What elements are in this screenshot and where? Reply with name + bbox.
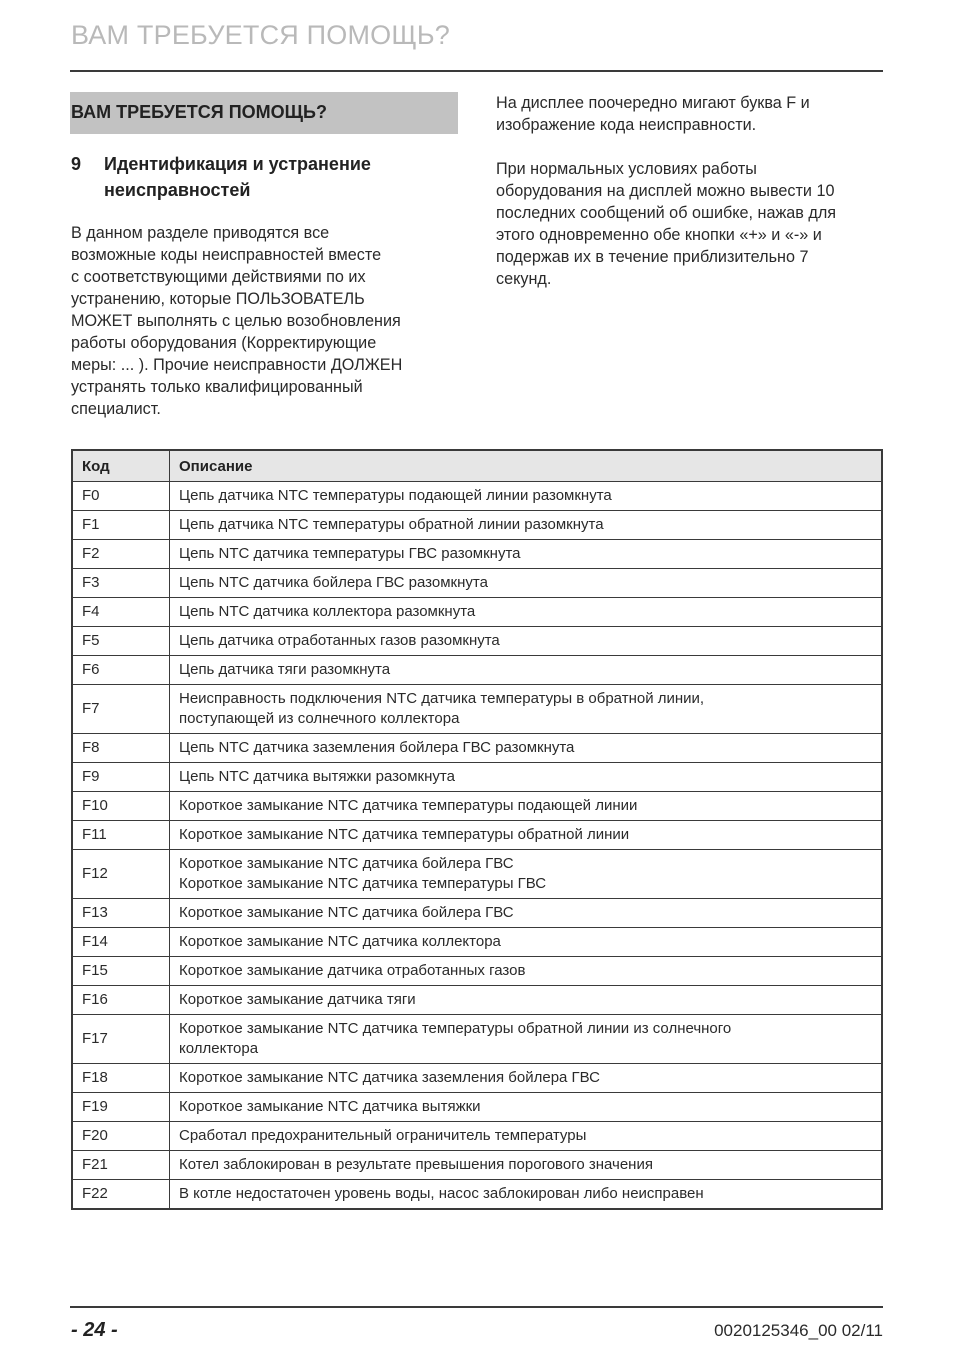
table-row: [72, 763, 882, 792]
error-history-paragraph: [496, 158, 888, 290]
fault-code-cell: F12: [72, 850, 170, 899]
fault-description-cell: [170, 899, 883, 928]
table-row: [72, 899, 882, 928]
table-row: [72, 1064, 882, 1093]
fault-code-cell: F2: [72, 540, 170, 569]
fault-code-cell: F8: [72, 734, 170, 763]
paragraph-line: оборудования на дисплей можно вывести 10: [496, 182, 835, 200]
table-row: [72, 928, 882, 957]
fault-description-cell: [170, 821, 883, 850]
display-info-paragraph: [496, 92, 888, 136]
table-row: [72, 511, 882, 540]
fault-description-cell: [170, 763, 883, 792]
intro-line: меры: ... ). Прочие неисправности ДОЛЖЕН: [71, 356, 403, 374]
fault-code-cell: F21: [72, 1151, 170, 1180]
intro-line: МОЖЕТ выполнять с целью возобновления: [71, 312, 401, 330]
table-row: [72, 540, 882, 569]
column-header-code: Код: [72, 450, 170, 482]
description-line: Неисправность подключения NTC датчика температуры в обратной линии,: [179, 690, 705, 707]
paragraph-line: На дисплее поочередно мигают буква F и: [496, 94, 810, 112]
description-line: коллектора: [179, 1040, 259, 1057]
fault-description-cell: [170, 986, 883, 1015]
right-column: [496, 92, 888, 312]
intro-line: устранять только квалифицированный: [71, 378, 363, 396]
table-row: [72, 850, 882, 899]
table-row: [72, 685, 882, 734]
description-line: Короткое замыкание NTC датчика бойлера ГВС: [179, 855, 514, 872]
section-heading: [71, 151, 441, 203]
fault-description-cell: [170, 850, 883, 899]
description-line: поступающей из солнечного коллектора: [179, 710, 460, 727]
fault-description-cell: [170, 792, 883, 821]
fault-description-cell: [170, 482, 883, 511]
fault-code-cell: F17: [72, 1015, 170, 1064]
table-header-row: [72, 450, 882, 482]
fault-description-cell: [170, 1093, 883, 1122]
description-line: Короткое замыкание NTC датчика бойлера ГВС: [179, 904, 514, 921]
table-row: [72, 1122, 882, 1151]
paragraph-line: секунд.: [496, 270, 552, 288]
description-line: Цепь NTC датчика коллектора разомкнута: [179, 603, 476, 620]
fault-code-cell: F6: [72, 656, 170, 685]
fault-description-cell: [170, 540, 883, 569]
table-row: [72, 569, 882, 598]
description-line: Короткое замыкание NTC датчика температуры обратной линии: [179, 826, 630, 843]
intro-line: В данном разделе приводятся все: [71, 224, 330, 242]
table-body: [72, 482, 882, 1210]
table-row: [72, 821, 882, 850]
description-line: Короткое замыкание NTC датчика температуры обратной линии из солнечного: [179, 1020, 732, 1037]
table-row: [72, 1093, 882, 1122]
fault-code-cell: F0: [72, 482, 170, 511]
intro-line: работы оборудования (Корректирующие: [71, 334, 377, 352]
document-number: 0020125346_00 02/11: [714, 1321, 883, 1340]
table-row: [72, 792, 882, 821]
fault-code-cell: F9: [72, 763, 170, 792]
description-line: Короткое замыкание датчика тяги: [179, 991, 416, 1008]
description-line: Короткое замыкание датчика отработанных газов: [179, 962, 526, 979]
section-title: Идентификация и устранение неисправностей: [104, 154, 371, 200]
table-row: [72, 1151, 882, 1180]
table-row: [72, 482, 882, 511]
fault-code-cell: F4: [72, 598, 170, 627]
fault-code-cell: F13: [72, 899, 170, 928]
fault-description-cell: [170, 656, 883, 685]
fault-code-cell: F18: [72, 1064, 170, 1093]
fault-code-cell: F10: [72, 792, 170, 821]
page-header-title: ВАМ ТРЕБУЕТСЯ ПОМОЩЬ?: [71, 20, 451, 50]
table-row: [72, 598, 882, 627]
table-row: [72, 734, 882, 763]
paragraph-line: этого одновременно обе кнопки «+» и «-» и: [496, 226, 822, 244]
fault-description-cell: [170, 928, 883, 957]
table-row: [72, 627, 882, 656]
description-line: Цепь NTC датчика вытяжки разомкнута: [179, 768, 455, 785]
description-line: Цепь датчика NTC температуры подающей линии разомкнута: [179, 487, 612, 504]
paragraph-line: изображение кода неисправности.: [496, 116, 757, 134]
intro-line: специалист.: [71, 400, 161, 418]
description-line: Цепь NTC датчика температуры ГВС разомкнута: [179, 545, 521, 562]
description-line: Цепь NTC датчика бойлера ГВС разомкнута: [179, 574, 488, 591]
column-header-description: Описание: [170, 450, 883, 482]
section-number: 9: [71, 154, 82, 174]
fault-code-cell: F20: [72, 1122, 170, 1151]
fault-description-cell: [170, 1015, 883, 1064]
table-row: [72, 957, 882, 986]
fault-description-cell: [170, 1151, 883, 1180]
description-line: Котел заблокирован в результате превышения порогового значения: [179, 1156, 653, 1173]
section-band-title: ВАМ ТРЕБУЕТСЯ ПОМОЩЬ?: [70, 92, 458, 134]
fault-description-cell: [170, 685, 883, 734]
description-line: В котле недостаточен уровень воды, насос заблокирован либо неисправен: [179, 1185, 704, 1202]
description-line: Короткое замыкание NTC датчика температуры подающей линии: [179, 797, 638, 814]
fault-description-cell: [170, 1180, 883, 1210]
description-line: Короткое замыкание NTC датчика вытяжки: [179, 1098, 481, 1115]
fault-codes-table: [71, 449, 883, 1210]
paragraph-line: подержав их в течение приблизительно 7: [496, 248, 809, 266]
description-line: Короткое замыкание NTC датчика температуры ГВС: [179, 875, 547, 892]
fault-code-cell: F14: [72, 928, 170, 957]
description-line: Короткое замыкание NTC датчика коллектора: [179, 933, 501, 950]
fault-code-cell: F1: [72, 511, 170, 540]
description-line: Цепь NTC датчика заземления бойлера ГВС разомкнута: [179, 739, 575, 756]
intro-line: возможные коды неисправностей вместе: [71, 246, 382, 264]
table-row: [72, 986, 882, 1015]
fault-code-cell: F7: [72, 685, 170, 734]
fault-description-cell: [170, 627, 883, 656]
description-line: Цепь датчика NTC температуры обратной линии разомкнута: [179, 516, 604, 533]
description-line: Сработал предохранительный ограничитель температуры: [179, 1127, 587, 1144]
fault-code-cell: F5: [72, 627, 170, 656]
page-number: - 24 -: [71, 1319, 118, 1341]
fault-code-cell: F15: [72, 957, 170, 986]
table-row: [72, 1180, 882, 1210]
paragraph-line: последних сообщений об ошибке, нажав для: [496, 204, 837, 222]
fault-code-cell: F11: [72, 821, 170, 850]
fault-description-cell: [170, 1064, 883, 1093]
description-line: Цепь датчика отработанных газов разомкнута: [179, 632, 500, 649]
description-line: Короткое замыкание NTC датчика заземления бойлера ГВС: [179, 1069, 601, 1086]
header-divider: [70, 70, 883, 72]
table-row: [72, 656, 882, 685]
fault-description-cell: [170, 1122, 883, 1151]
fault-description-cell: [170, 569, 883, 598]
fault-description-cell: [170, 957, 883, 986]
intro-line: с соответствующими действиями по их: [71, 268, 366, 286]
fault-description-cell: [170, 734, 883, 763]
fault-description-cell: [170, 598, 883, 627]
fault-code-cell: F22: [72, 1180, 170, 1210]
paragraph-line: При нормальных условиях работы: [496, 160, 757, 178]
description-line: Цепь датчика тяги разомкнута: [179, 661, 391, 678]
table-row: [72, 1015, 882, 1064]
intro-line: устранению, которые ПОЛЬЗОВАТЕЛЬ: [71, 290, 365, 308]
footer-divider: [70, 1306, 883, 1308]
fault-code-cell: F19: [72, 1093, 170, 1122]
intro-paragraph: [71, 222, 456, 420]
fault-description-cell: [170, 511, 883, 540]
fault-code-cell: F16: [72, 986, 170, 1015]
fault-code-cell: F3: [72, 569, 170, 598]
